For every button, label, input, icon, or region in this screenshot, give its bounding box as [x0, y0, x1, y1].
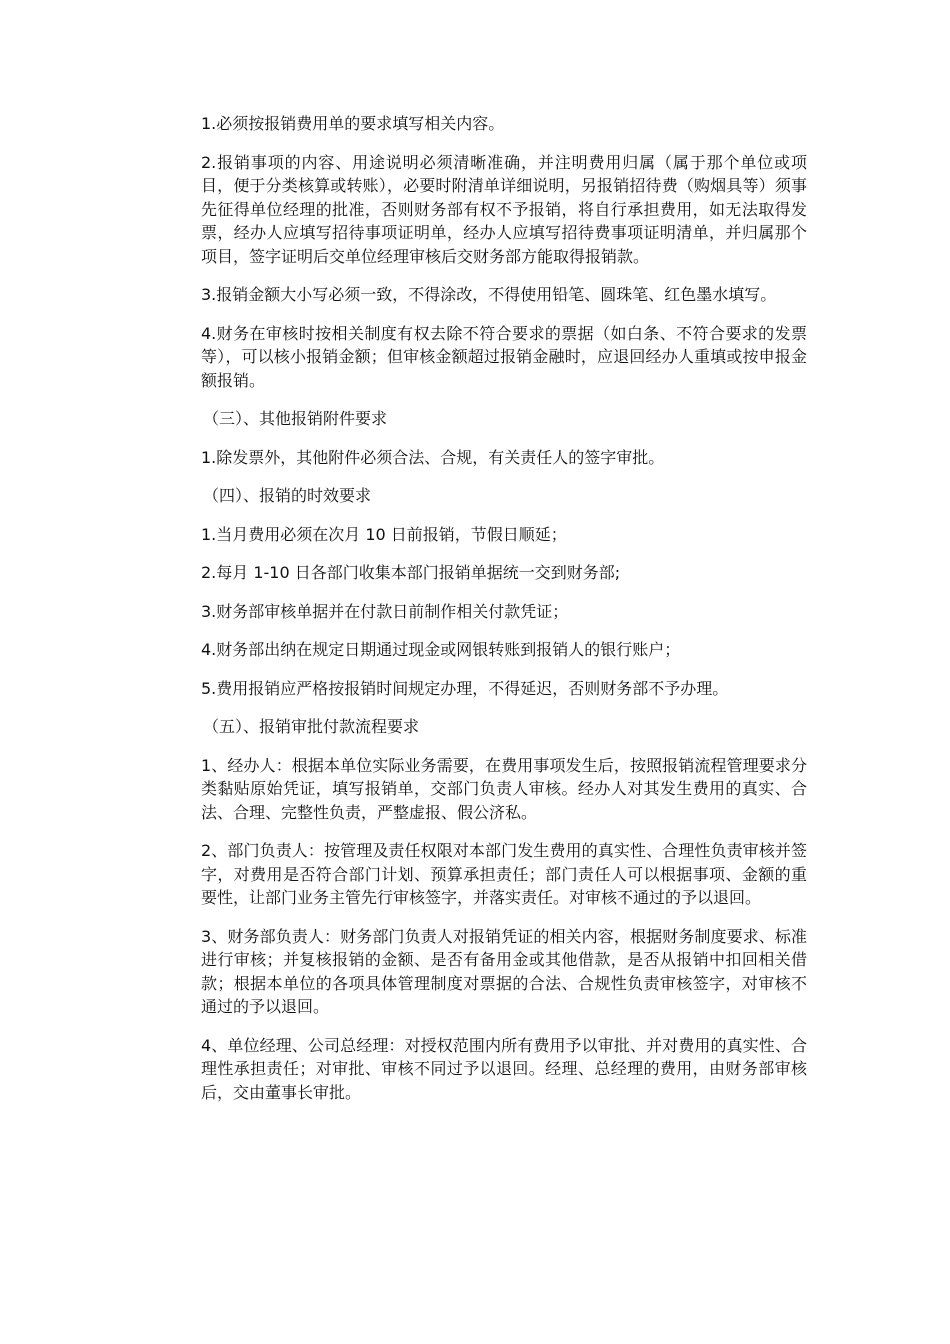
paragraph: 4.财务部出纳在规定日期通过现金或网银转账到报销人的银行账户；	[201, 640, 681, 659]
paragraph: 2、部门负责人：按管理及责任权限对本部门发生费用的真实性、合理性负责审核并签字，对费用是否符合部门计划、预算承担责任；部门责任人可以根据事项、金额的重要性，让部门业务主管先行审核签字，并落实责任。对审核不通过的予以退回。	[201, 841, 807, 907]
paragraph: 4.财务在审核时按相关制度有权去除不符合要求的票据（如白条、不符合要求的发票等），可以核小报销金额；但审核金额超过报销金融时，应退回经办人重填或按申报金额报销。	[201, 323, 807, 390]
paragraph: 1.必须按报销费用单的要求填写相关内容。	[201, 114, 505, 133]
section-heading: （四）、报销的时效要求	[203, 486, 372, 505]
paragraph: 4、单位经理、公司总经理：对授权范围内所有费用予以审批、并对费用的真实性、合理性承担责任；对审批、审核不同过予以退回。经理、总经理的费用，由财务部审核后，交由董事长审批。	[201, 1035, 807, 1102]
paragraph: 2.每月 1-10 日各部门收集本部门报销单据统一交到财务部;	[201, 563, 621, 582]
paragraph: 3、财务部负责人：财务部门负责人对报销凭证的相关内容，根据财务制度要求、标准进行审核；并复核报销的金额、是否有备用金或其他借款，是否从报销中扣回相关借款；根据本单位的各项具体管理制度对票据的合法、合规性负责审核签字，对审核不通过的予以退回。	[201, 926, 807, 1016]
paragraph: 1.除发票外，其他附件必须合法、合规，有关责任人的签字审批。	[201, 447, 665, 467]
paragraph: 2.报销事项的内容、用途说明必须清晰准确，并注明费用归属（属于那个单位或项目，便于分类核算或转账），必要时附清单详细说明，另报销招待费（购烟具等）须事先征得单位经理的批准，否则财务部有权不予报销，将自行承担费用，如无法取得发票，经办人应填写招待事项证明单，经办人应填写招待费事项证明清单，并归属那个项目，签字证明后交单位经理审核后交财务部方能取得报销款。	[201, 152, 807, 266]
paragraph: 5.费用报销应严格按报销时间规定办理，不得延迟，否则财务部不予办理。	[201, 678, 729, 698]
document-body	[201, 112, 807, 1119]
section-heading: （五）、报销审批付款流程要求	[203, 717, 420, 736]
paragraph: 1、经办人：根据本单位实际业务需要，在费用事项发生后，按照报销流程管理要求分类黏贴原始凭证，填写报销单，交部门负责人审核。经办人对其发生费用的真实、合法、合理、完整性负责，严整虚报、假公济私。	[201, 755, 807, 822]
section-heading: （三）、其他报销附件要求	[203, 409, 388, 428]
paragraph: 3.报销金额大小写必须一致，不得涂改，不得使用铅笔、圆珠笔、红色墨水填写。	[201, 285, 777, 304]
paragraph: 3.财务部审核单据并在付款日前制作相关付款凭证；	[201, 601, 569, 621]
paragraph: 1.当月费用必须在次月 10 日前报销，节假日顺延；	[201, 524, 567, 544]
